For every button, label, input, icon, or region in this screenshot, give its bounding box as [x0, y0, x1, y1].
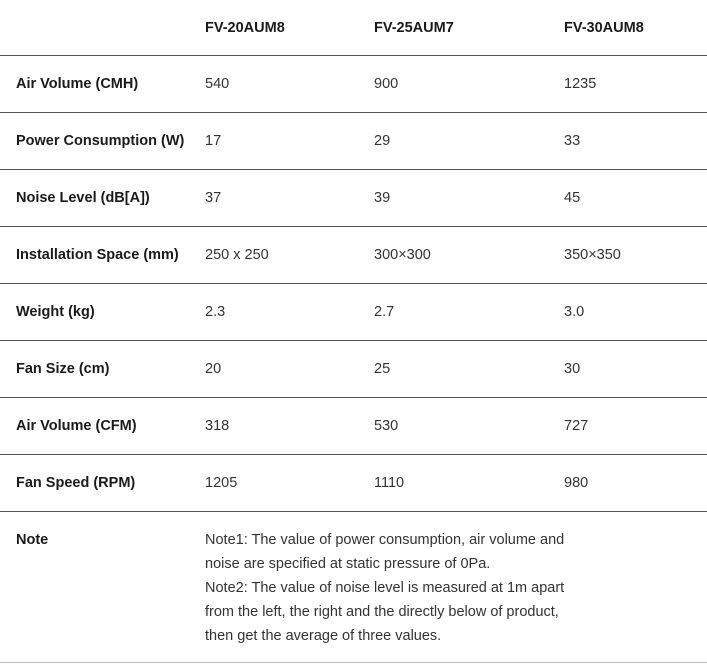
note-line: noise are specified at static pressure of 0Pa.: [205, 556, 491, 572]
cell-value: 30: [564, 341, 707, 398]
row-label: Air Volume (CFM): [0, 398, 205, 455]
cell-value: 900: [374, 56, 564, 113]
header-model-fv-30aum8: FV-30AUM8: [564, 0, 707, 56]
cell-value: 1235: [564, 56, 707, 113]
cell-value: 3.0: [564, 284, 707, 341]
table-row-note: [0, 512, 707, 663]
table-row-fan-speed: [0, 455, 707, 512]
row-label: Installation Space (mm): [0, 227, 205, 284]
row-label: Fan Speed (RPM): [0, 455, 205, 512]
row-label: Power Consumption (W): [0, 113, 205, 170]
cell-value: 17: [205, 113, 374, 170]
cell-value: 25: [374, 341, 564, 398]
row-label: Fan Size (cm): [0, 341, 205, 398]
note-line: Note2: The value of noise level is measured at 1m apart: [205, 580, 565, 596]
header-model-fv-20aum8: FV-20AUM8: [205, 0, 374, 56]
cell-value: 1205: [205, 455, 374, 512]
cell-value: 300×300: [374, 227, 564, 284]
cell-value: 39: [374, 170, 564, 227]
row-label: Air Volume (CMH): [0, 56, 205, 113]
note-text: [205, 512, 707, 663]
cell-value: 540: [205, 56, 374, 113]
table-row-air-volume-cmh: [0, 56, 707, 113]
note-label: Note: [0, 512, 205, 663]
cell-value: 530: [374, 398, 564, 455]
cell-value: 45: [564, 170, 707, 227]
table-row-fan-size: [0, 341, 707, 398]
cell-value: 250 x 250: [205, 227, 374, 284]
cell-value: 727: [564, 398, 707, 455]
cell-value: 318: [205, 398, 374, 455]
table-row-noise-level: [0, 170, 707, 227]
note-line: then get the average of three values.: [205, 628, 442, 644]
table-row-installation-space: [0, 227, 707, 284]
cell-value: 350×350: [564, 227, 707, 284]
note-line: from the left, the right and the directly below of product,: [205, 604, 559, 620]
cell-value: 33: [564, 113, 707, 170]
table-row-power-consumption: [0, 113, 707, 170]
row-label: Weight (kg): [0, 284, 205, 341]
header-model-fv-25aum7: FV-25AUM7: [374, 0, 564, 56]
table-row-air-volume-cfm: [0, 398, 707, 455]
cell-value: 2.3: [205, 284, 374, 341]
cell-value: 29: [374, 113, 564, 170]
cell-value: 20: [205, 341, 374, 398]
cell-value: 2.7: [374, 284, 564, 341]
table-row-weight: [0, 284, 707, 341]
cell-value: 37: [205, 170, 374, 227]
cell-value: 1110: [374, 455, 564, 512]
note-line: Note1: The value of power consumption, air volume and: [205, 532, 565, 548]
row-label: Noise Level (dB[A]): [0, 170, 205, 227]
header-blank: [0, 0, 205, 56]
header-row: [0, 0, 707, 56]
cell-value: 980: [564, 455, 707, 512]
